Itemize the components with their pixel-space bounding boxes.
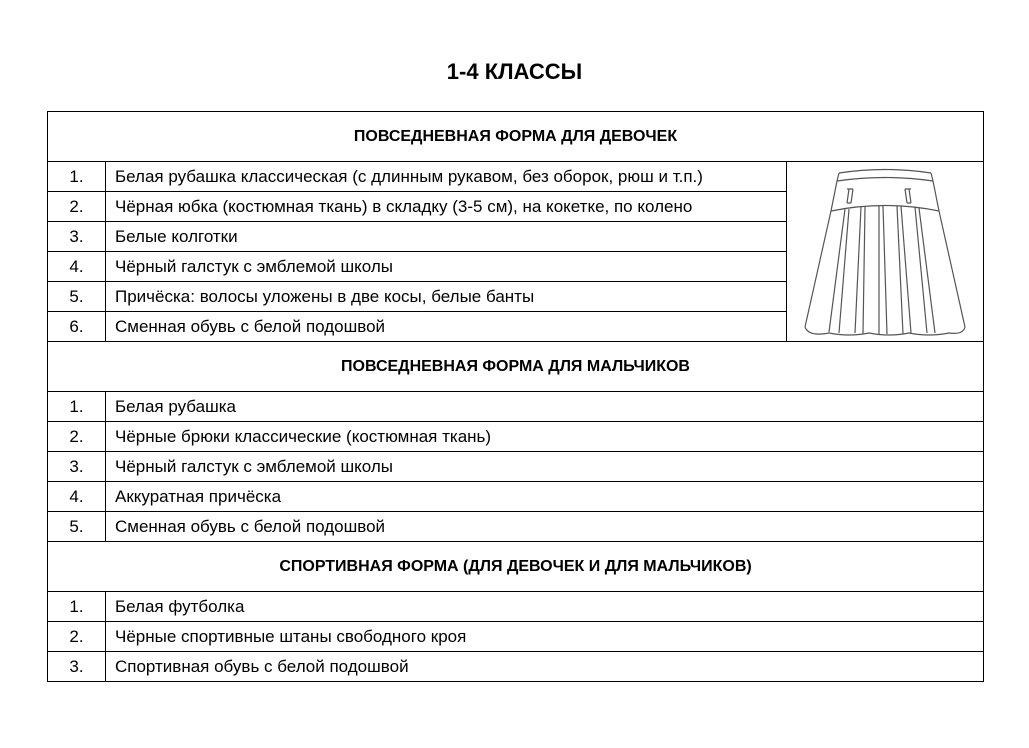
- section-heading: СПОРТИВНАЯ ФОРМА (ДЛЯ ДЕВОЧЕК И ДЛЯ МАЛЬЧИКОВ): [48, 542, 984, 592]
- table-row: [48, 482, 984, 512]
- item-number: 5.: [48, 282, 106, 312]
- item-text: Чёрные брюки классические (костюмная ткань): [106, 422, 984, 452]
- uniform-table: [47, 111, 984, 682]
- item-text: Чёрные спортивные штаны свободного кроя: [106, 622, 984, 652]
- item-number: 2.: [48, 192, 106, 222]
- table-row: [48, 652, 984, 682]
- table-row: [48, 622, 984, 652]
- item-text: Сменная обувь с белой подошвой: [106, 312, 787, 342]
- section-heading: ПОВСЕДНЕВНАЯ ФОРМА ДЛЯ ДЕВОЧЕК: [48, 112, 984, 162]
- section-boys: [48, 342, 984, 392]
- item-number: 1.: [48, 162, 106, 192]
- table-row: [48, 512, 984, 542]
- table-row: [48, 592, 984, 622]
- section-sport: [48, 542, 984, 592]
- item-number: 3.: [48, 222, 106, 252]
- item-number: 4.: [48, 252, 106, 282]
- pleated-skirt-icon: [799, 167, 971, 337]
- page-title: 1-4 КЛАССЫ: [446, 59, 583, 84]
- item-text: Чёрный галстук с эмблемой школы: [106, 452, 984, 482]
- table-row: [48, 452, 984, 482]
- table-row: [48, 162, 984, 192]
- item-number: 1.: [48, 392, 106, 422]
- item-number: 4.: [48, 482, 106, 512]
- item-number: 5.: [48, 512, 106, 542]
- item-number: 6.: [48, 312, 106, 342]
- item-text: Белая рубашка классическая (с длинным рукавом, без оборок, рюш и т.п.): [106, 162, 787, 192]
- section-girls: [48, 112, 984, 162]
- table-row: [48, 392, 984, 422]
- item-text: Сменная обувь с белой подошвой: [106, 512, 984, 542]
- item-number: 3.: [48, 652, 106, 682]
- item-number: 1.: [48, 592, 106, 622]
- item-text: Чёрная юбка (костюмная ткань) в складку (3-5 см), на кокетке, по колено: [106, 192, 787, 222]
- item-number: 2.: [48, 422, 106, 452]
- item-text: Белая рубашка: [106, 392, 984, 422]
- skirt-illustration-cell: [787, 162, 984, 342]
- item-text: Белые колготки: [106, 222, 787, 252]
- item-text: Чёрный галстук с эмблемой школы: [106, 252, 787, 282]
- item-text: Причёска: волосы уложены в две косы, белые банты: [106, 282, 787, 312]
- item-text: Спортивная обувь с белой подошвой: [106, 652, 984, 682]
- table-row: [48, 422, 984, 452]
- item-text: Аккуратная причёска: [106, 482, 984, 512]
- section-heading: ПОВСЕДНЕВНАЯ ФОРМА ДЛЯ МАЛЬЧИКОВ: [48, 342, 984, 392]
- item-number: 3.: [48, 452, 106, 482]
- item-number: 2.: [48, 622, 106, 652]
- item-text: Белая футболка: [106, 592, 984, 622]
